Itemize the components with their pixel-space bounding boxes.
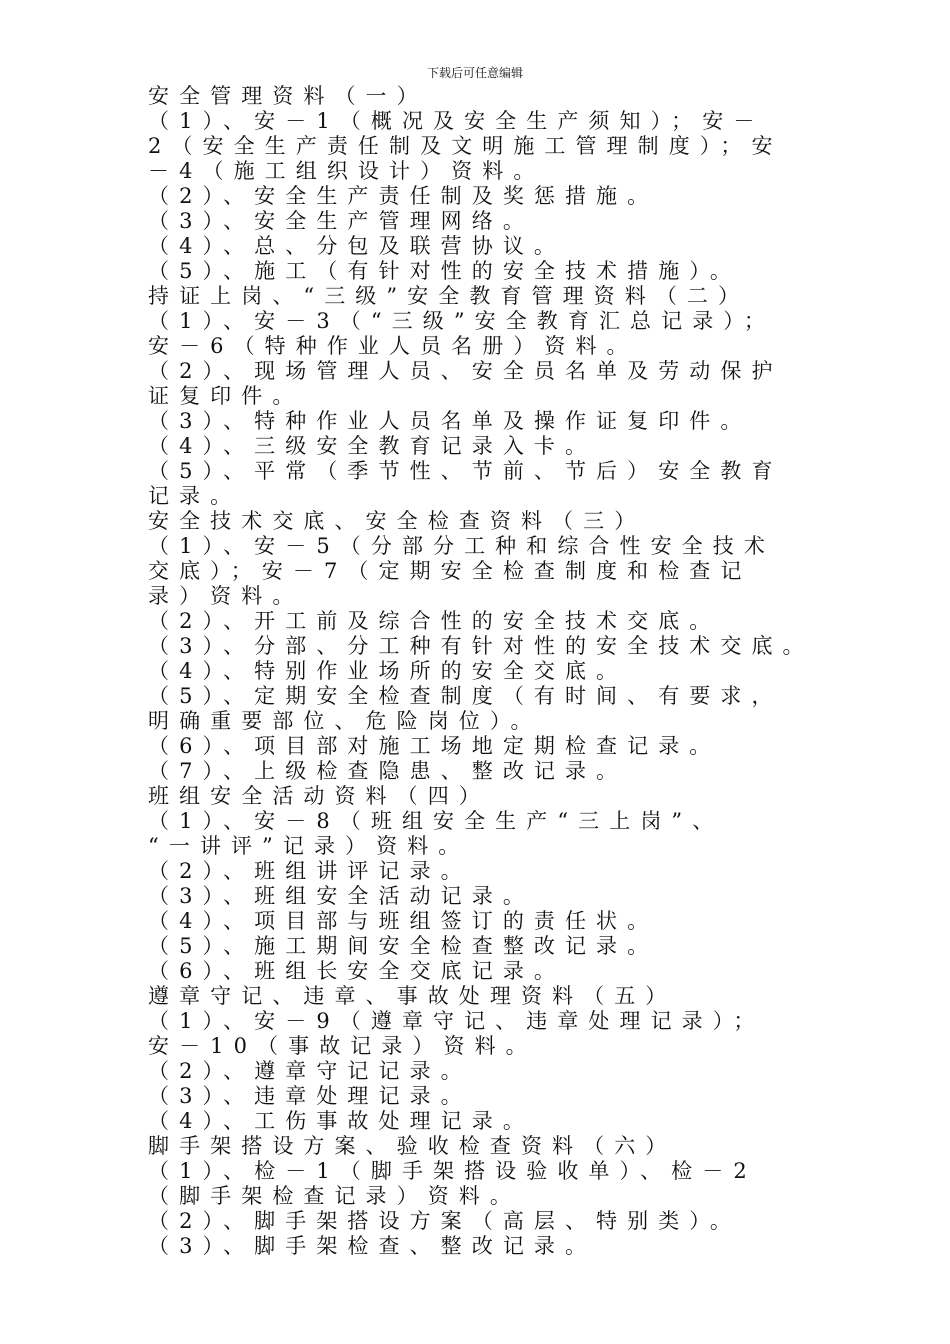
page-header: 下载后可任意编辑 [426,66,523,80]
text-line: （6）、项目部对施工场地定期检查记录。 [148,734,721,758]
text-line: （3）、特种作业人员名单及操作证复印件。 [148,409,752,433]
text-line: （3）、安全生产管理网络。 [148,209,534,233]
text-line: 脚手架搭设方案、验收检查资料（六） [148,1134,677,1158]
text-line: 交底）；安－7（定期安全检查制度和检查记 [148,559,752,583]
text-line: （1）、安－8（班组安全生产“三上岗”、 [148,809,724,833]
text-line: （1）、安－9（遵章守记、违章处理记录）； [148,1009,765,1033]
text-line: 班组安全活动资料（四） [148,784,490,808]
text-line: （7）、上级检查隐患、整改记录。 [148,759,628,783]
text-line: 安－6（特种作业人员名册）资料。 [148,334,638,358]
text-line: 记录。 [148,484,242,508]
text-line: 2（安全生产责任制及文明施工管理制度）；安 [148,134,783,158]
text-line: （1）、安－5（分部分工种和综合性安全技术 [148,534,775,558]
text-line: （2）、遵章守记记录。 [148,1059,472,1083]
text-line: （脚手架检查记录）资料。 [148,1184,521,1208]
text-line: （4）、三级安全教育记录入卡。 [148,434,597,458]
text-line: （5）、施工（有针对性的安全技术措施）。 [148,259,741,283]
text-line: （2）、脚手架搭设方案（高层、特别类）。 [148,1209,741,1233]
text-line: （3）、违章处理记录。 [148,1084,472,1108]
text-line: （5）、施工期间安全检查整改记录。 [148,934,659,958]
text-line: “一讲评”记录）资料。 [148,834,470,858]
text-line: （6）、班组长安全交底记录。 [148,959,565,983]
text-line: （2）、现场管理人员、安全员名单及劳动保护 [148,359,783,383]
text-line: 安全技术交底、安全检查资料（三） [148,509,646,533]
text-line: （3）、脚手架检查、整改记录。 [148,1234,597,1258]
text-line: （2）、开工前及综合性的安全技术交底。 [148,609,721,633]
text-line: 证复印件。 [148,384,304,408]
text-line: 明确重要部位、危险岗位）。 [148,709,542,733]
text-line: 持证上岗、“三级”安全教育管理资料（二） [148,284,750,308]
text-line: （3）、分部、分工种有针对性的安全技术交底。 [148,634,814,658]
text-line: －4（施工组织设计）资料。 [148,159,545,183]
text-line: （2）、安全生产责任制及奖惩措施。 [148,184,659,208]
text-line: （5）、平常（季节性、节前、节后）安全教育 [148,459,783,483]
text-line: （1）、安－3（“三级”安全教育汇总记录）； [148,309,775,333]
document-body [148,84,838,1259]
text-line: （4）、工伤事故处理记录。 [148,1109,534,1133]
text-line: 安－10（事故记录）资料。 [148,1034,537,1058]
text-line: （1）、安－1（概况及安全生产须知）；安－ [148,109,765,133]
text-line: （3）、班组安全活动记录。 [148,884,534,908]
text-line: 安全管理资料（一） [148,84,428,108]
text-line: （4）、项目部与班组签订的责任状。 [148,909,659,933]
text-line: （5）、定期安全检查制度（有时间、有要求， [148,684,783,708]
text-line: （4）、特别作业场所的安全交底。 [148,659,628,683]
text-line: （2）、班组讲评记录。 [148,859,472,883]
text-line: （1）、检－1（脚手架搭设验收单）、检－2 [148,1159,757,1183]
text-line: （4）、总、分包及联营协议。 [148,234,565,258]
text-line: 录）资料。 [148,584,304,608]
text-line: 遵章守记、违章、事故处理资料（五） [148,984,677,1008]
